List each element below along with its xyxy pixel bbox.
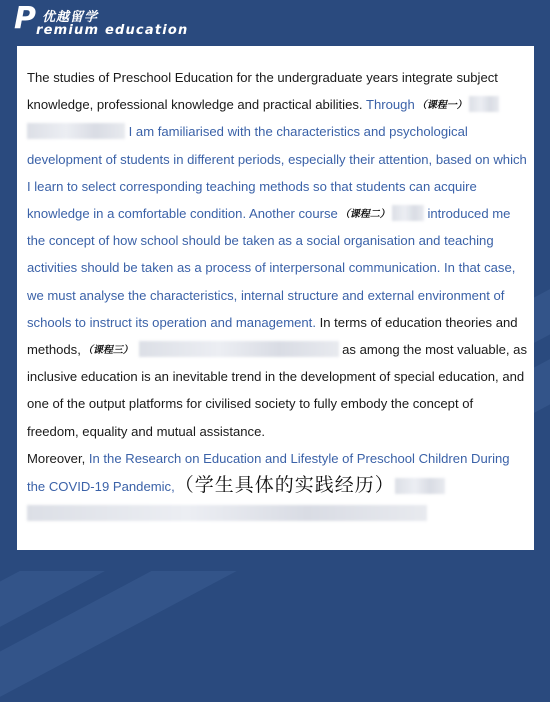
course-tag-1: （课程一） [416, 100, 467, 112]
document-paper [17, 46, 534, 550]
course-1-description: I am familiarised with the characteristics and psychological development of students in different periods, especially their attention, based on which I learn to select corresponding teaching methods so that students can acquire knowledge in a comfortable condition. Another course [27, 124, 527, 222]
course-3-description: as among the most valuable, as inclusive education is an inevitable trend in the development of special education, and one of the output platforms for civilised society to fully embody the concept of freedom, equality and mutual assistance. [27, 342, 528, 439]
logo-chinese-name: 优越留学 [42, 10, 99, 25]
research-title: In the Research on Education and Lifestyle of Preschool Children During the COVID-19 Pandemic, [27, 450, 510, 495]
moreover-text: Moreover, [27, 450, 89, 466]
logo-letter: P [14, 1, 36, 36]
header-accent-bar [386, 41, 550, 46]
course-2-description: introduced me the concept of how school should be taken as a social organisation and teaching activities should be taken as a process of interpersonal communication. In that case, we must analyse the characteristics, internal structure and external environment of schools to instruct its operation and management. [27, 206, 516, 330]
header [0, 0, 550, 40]
course-tag-2: （课程二） [339, 209, 390, 221]
through-text: Through [365, 97, 415, 113]
footer-band [17, 550, 534, 571]
logo-english-name: remium education [36, 23, 189, 38]
document-body [27, 64, 527, 527]
intro-text: The studies of Preschool Education for the undergraduate years integrate subject knowledge, professional knowledge and practical abilities. [27, 70, 498, 113]
redacted-block [392, 205, 424, 221]
redacted-block [27, 505, 427, 521]
student-experience-placeholder: （学生具体的实践经历） [174, 474, 395, 497]
course-tag-3: （课程三） [82, 345, 133, 357]
redacted-block [139, 341, 339, 357]
redacted-block [27, 123, 125, 139]
redacted-block [395, 478, 445, 494]
redacted-block [469, 96, 499, 112]
theories-text: In terms of education theories and methods, [27, 314, 518, 358]
